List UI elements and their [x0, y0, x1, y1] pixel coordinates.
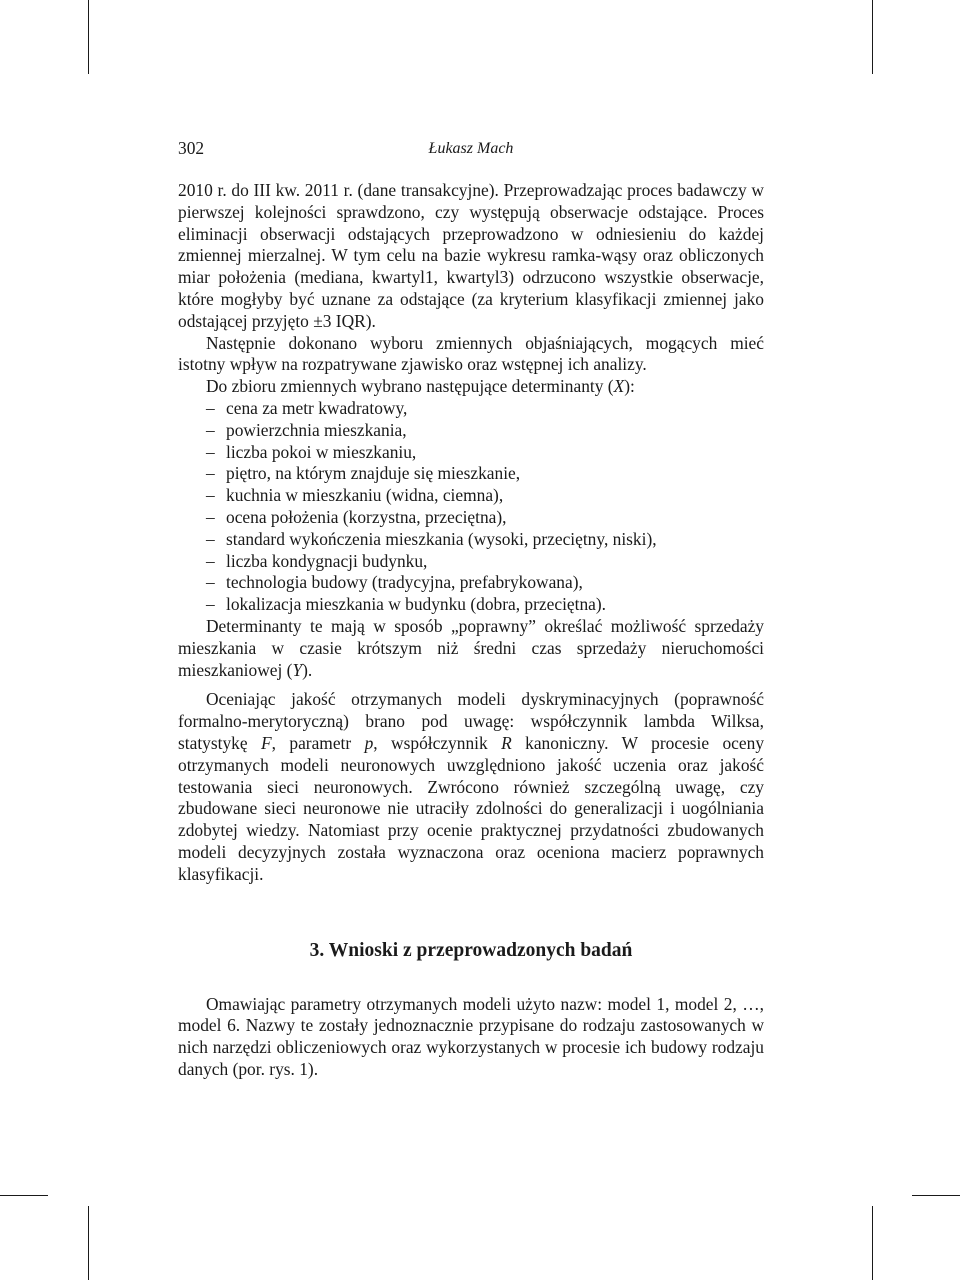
list-item: – piętro, na którym znajduje się mieszkanie, — [206, 463, 521, 484]
statistic-f: F — [260, 732, 272, 753]
crop-mark-bottom-right — [872, 1206, 873, 1280]
page-body — [178, 138, 764, 1081]
parameter-p: p — [364, 732, 374, 753]
crop-mark-top-right — [872, 0, 873, 74]
section-heading: 3. Wnioski z przeprowadzonych badań — [309, 939, 633, 961]
paragraph-determinants-intro: Do zbioru zmiennych wybrano następujące determinanty (X): — [206, 376, 635, 397]
variable-x: X — [613, 376, 625, 397]
list-item: – technologia budowy (tradycyjna, prefabrykowana), — [206, 572, 583, 593]
crop-mark-bottom-left-h — [0, 1195, 48, 1196]
determinants-list — [178, 398, 764, 616]
page-number: 302 — [178, 138, 205, 158]
list-item: – cena za metr kwadratowy, — [206, 397, 408, 418]
list-item: – kuchnia w mieszkaniu (widna, ciemna), — [206, 485, 504, 506]
paragraph-outliers: 2010 r. do III kw. 2011 r. (dane transakcyjne). Przeprowadzając proces badawczy w pierwszej kolejności sprawdzono, czy występują obserwacje odstające. Proces eliminacji obserwacji odstających przeprowadzono w odniesieniu do każdej zmiennej mierzalnej. W tym celu na bazie wykresu ramka-wąsy oraz obliczonych miar położenia (mediana, kwartyl1, kwartyl3) odrzucono wszystkie obserwacje, które mogłyby być uznane za odstające (za kryterium klasyfikacji zmiennej jako odstającej przyjęto ±3 IQR). — [178, 180, 764, 331]
list-item: – standard wykończenia mieszkania (wysoki, przeciętny, niski), — [206, 528, 657, 549]
crop-mark-top-left — [88, 0, 89, 74]
list-item: – powierzchnia mieszkania, — [206, 419, 407, 440]
running-head — [178, 138, 764, 160]
list-item: – lokalizacja mieszkania w budynku (dobra, przeciętna). — [206, 594, 607, 615]
crop-mark-bottom-left — [88, 1206, 89, 1280]
list-item: – liczba kondygnacji budynku, — [206, 550, 428, 571]
paragraph-model-names: Omawiając parametry otrzymanych modeli użyto nazw: model 1, model 2, …, model 6. Nazwy te zostały jednoznacznie przypisane do rodzaju zastosowanych w nich narzędzi obliczeniowych oraz wykorzystanych w procesie ich budowy rodzaju danych (por. rys. 1). — [178, 993, 764, 1079]
list-item: – ocena położenia (korzystna, przeciętna), — [206, 506, 507, 527]
coefficient-r: R — [501, 732, 512, 753]
running-title: Łukasz Mach — [428, 140, 514, 157]
crop-mark-bottom-right-h — [912, 1195, 960, 1196]
paragraph-model-evaluation: Oceniając jakość otrzymanych modeli dyskryminacyjnych (poprawność formalno-merytoryczną) brano pod uwagę: współczynnik lambda Wilksa, statystykę F, parametr p, współczynnik R kanoniczny. W procesie oceny otrzymanych modeli neuronowych uwzględniono jakość uczenia oraz jakość testowania sieci neuronowych. Zwrócono również szczególną uwagę, czy zbudowane sieci neuronowe nie utraciły zdolności do generalizacji i uogólniania zdobytej wiedzy. Natomiast przy ocenie praktycznej przydatności zbudowanych modeli decyzyjnych została wyznaczona oraz oceniona macierz poprawnych klasyfikacji. — [178, 689, 765, 884]
list-item: – liczba pokoi w mieszkaniu, — [206, 441, 417, 462]
variable-y: Y — [292, 659, 303, 680]
paragraph-variable-selection: Następnie dokonano wyboru zmiennych objaśniających, mogących mieć istotny wpływ na rozpatrywane zjawisko oraz wstępnej ich analizy. — [178, 332, 764, 375]
paragraph-determinants-purpose: Determinanty te mają w sposób „poprawny” określać możliwość sprzedaży mieszkania w czasie krótszym niż średni czas sprzedaży nieruchomości mieszkaniowej (Y). — [178, 615, 764, 680]
